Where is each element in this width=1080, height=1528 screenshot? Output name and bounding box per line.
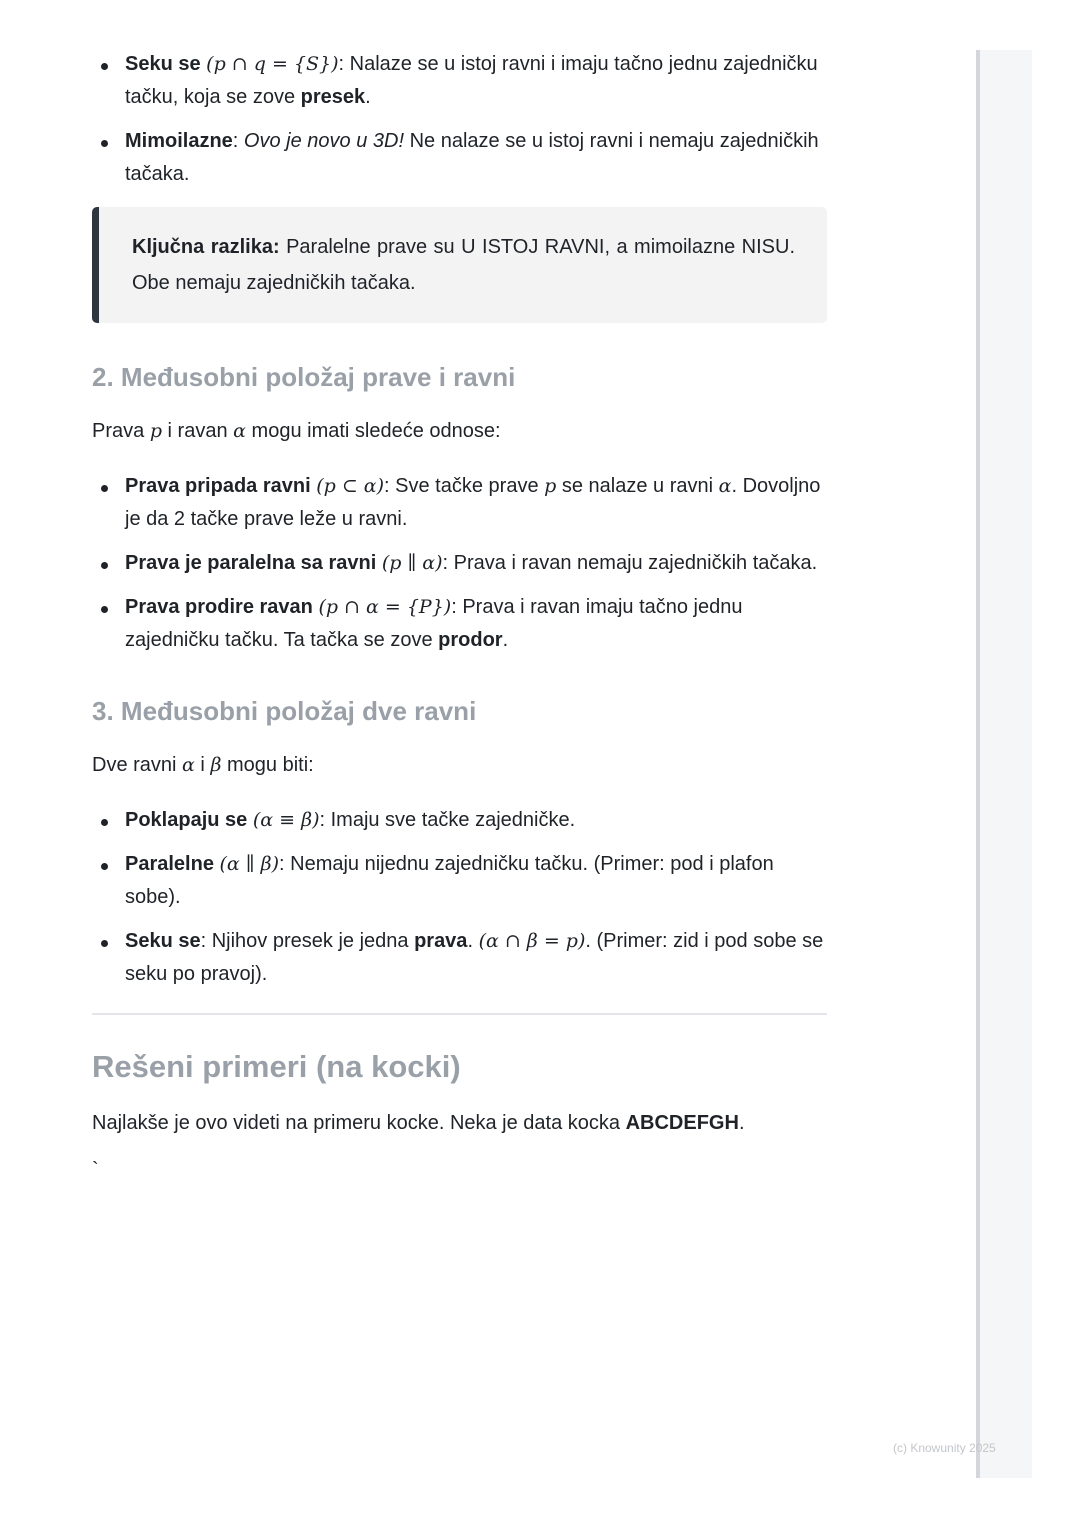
list-item: Prava je paralelna sa ravni (p ∥ α): Prava i ravan nemaju zajedničkih tačaka. — [92, 547, 827, 580]
section-heading-line-plane: 2. Međusobni položaj prave i ravni — [92, 362, 516, 392]
line-relations-list — [92, 48, 827, 191]
stray-backtick: ` — [92, 1159, 99, 1181]
list-item: Poklapaju se (α ≡ β): Imaju sve tačke zajedničke. — [92, 804, 827, 837]
term: Prava prodire ravan — [125, 596, 313, 618]
callout-text: Paralelne prave su U ISTOJ RAVNI, a mimoilazne NISU. Obe nemaju zajedničkih tačaka. — [132, 236, 795, 294]
document-content — [92, 48, 827, 1182]
math-expression: (p ∩ α = {P}) — [318, 596, 452, 618]
term: Mimoilazne — [125, 130, 233, 152]
right-sidebar-panel — [976, 50, 1032, 1478]
line-plane-list — [92, 470, 827, 657]
term: Prava je paralelna sa ravni — [125, 552, 377, 574]
list-item: Mimoilazne: Ovo je novo u 3D! Ne nalaze se u istoj ravni i nemaju zajedničkih tačaka. — [92, 125, 827, 191]
term: Prava pripada ravni — [125, 475, 311, 497]
list-item: Paralelne (α ∥ β): Nemaju nijednu zajedničku tačku. (Primer: pod i plafon sobe). — [92, 848, 827, 914]
cube-name: ABCDEFGH — [625, 1112, 739, 1134]
section-intro: Prava p i ravan α mogu imati sledeće odnose: — [92, 420, 501, 442]
solved-intro: Najlakše je ovo videti na primeru kocke. Neka je data kocka ABCDEFGH. — [92, 1112, 745, 1134]
section-intro: Dve ravni α i β mogu biti: — [92, 754, 314, 776]
term: Seku se — [125, 53, 201, 75]
callout-label: Ključna razlika: — [132, 236, 280, 258]
math-expression: (p ∩ q = {S}) — [206, 53, 339, 75]
solved-examples-heading: Rešeni primeri (na kocki) — [92, 1049, 461, 1084]
section-heading-two-planes: 3. Međusobni položaj dve ravni — [92, 696, 477, 726]
list-item: Prava pripada ravni (p ⊂ α): Sve tačke prave p se nalaze u ravni α. Dovoljno je da 2 tačke prave leže u ravni. — [92, 470, 827, 536]
math-expression: (α ∩ β = p) — [478, 930, 586, 952]
term: Poklapaju se — [125, 809, 248, 831]
math-expression: (α ∥ β) — [219, 853, 280, 875]
two-planes-list — [92, 804, 827, 991]
key-difference-callout — [92, 207, 827, 323]
copyright-footer: (c) Knowunity 2025 — [893, 1441, 996, 1455]
math-expression: (p ∥ α) — [381, 552, 443, 574]
term: Seku se — [125, 930, 201, 952]
list-item: Seku se (p ∩ q = {S}): Nalaze se u istoj ravni i imaju tačno jednu zajedničku tačku, koja se zove presek. — [92, 48, 827, 114]
term: Paralelne — [125, 853, 214, 875]
math-expression: (α ≡ β) — [252, 809, 320, 831]
emphasis: Ovo je novo u 3D! — [243, 130, 405, 152]
list-item: Seku se: Njihov presek je jedna prava. (α ∩ β = p). (Primer: zid i pod sobe se seku po pravoj). — [92, 925, 827, 991]
math-expression: (p ⊂ α) — [316, 475, 385, 497]
section-divider — [92, 1013, 827, 1015]
list-item: Prava prodire ravan (p ∩ α = {P}): Prava i ravan imaju tačno jednu zajedničku tačku. Ta tačka se zove prodor. — [92, 591, 827, 657]
